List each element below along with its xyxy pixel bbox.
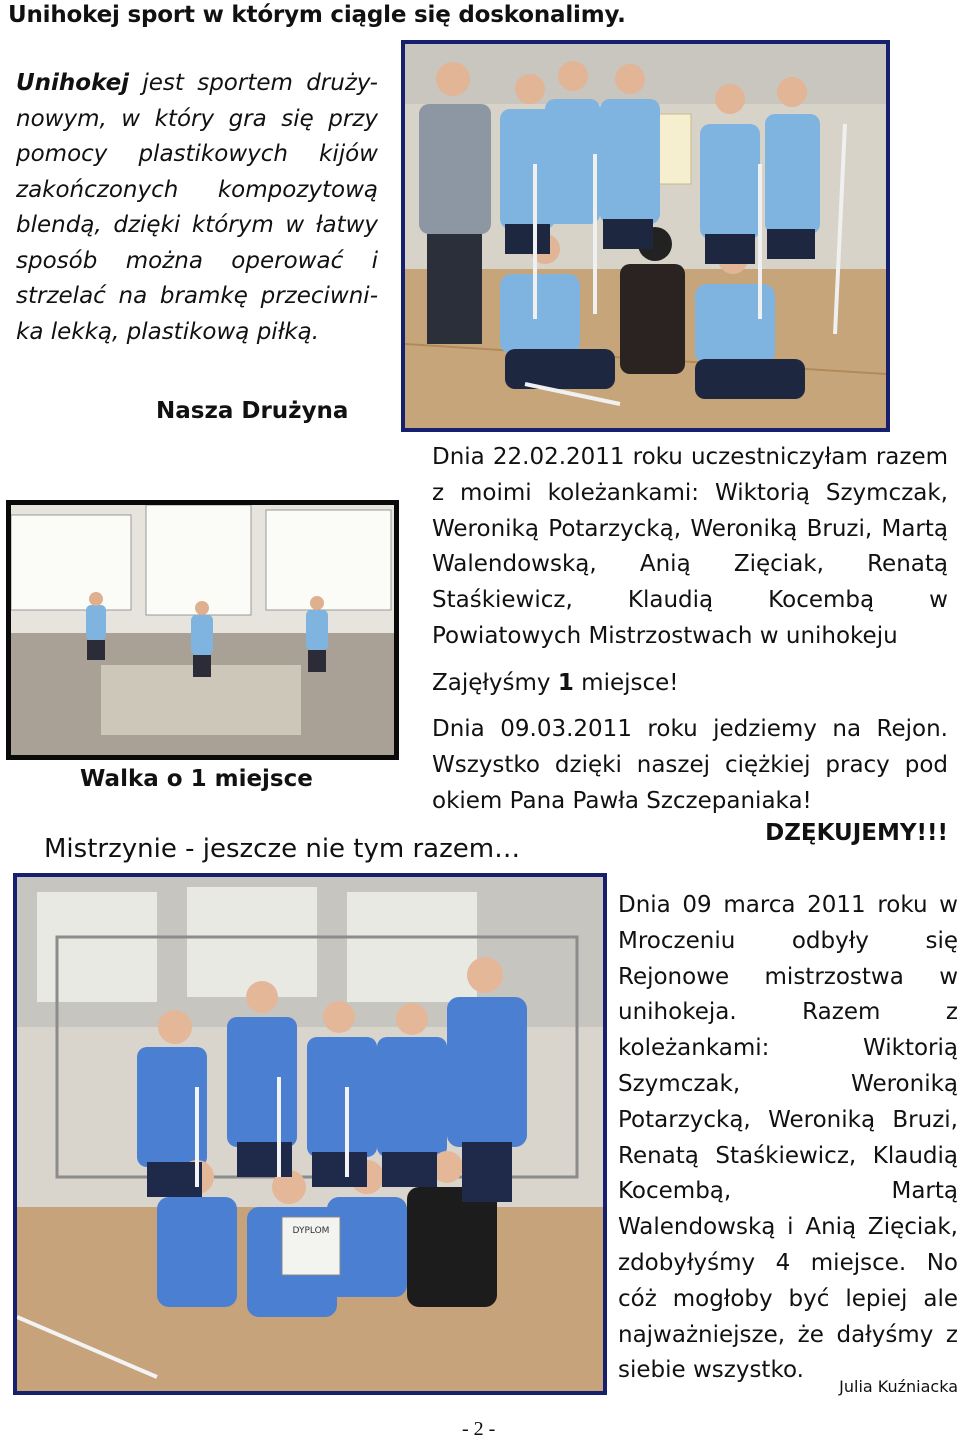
match-photo <box>6 500 399 760</box>
champions-photo <box>13 873 607 1395</box>
article1-next: Dnia 09.03.2011 roku jedziemy na Rejon. Wszystko dzięki naszej ciężkiej pracy pod okiem Pana Pawła Szczepaniaka! <box>432 716 948 814</box>
author: Julia Kuźniacka <box>839 1377 958 1396</box>
diploma-text: DYPLOM <box>292 1226 330 1236</box>
result-pre: Zajęłyśmy <box>432 670 558 696</box>
caption-team: Nasza Drużyna <box>156 398 349 424</box>
page-title: Unihokej sport w którym ciągle się doskonalimy. <box>8 2 626 28</box>
result-place: 1 <box>557 670 574 696</box>
intro-paragraph <box>16 66 378 350</box>
caption-match: Walka o 1 miejsce <box>80 766 313 792</box>
article1-result <box>432 666 679 702</box>
result-post: miejsce! <box>573 670 679 696</box>
page-number: - 2 - <box>462 1418 496 1440</box>
team-photo <box>401 40 890 432</box>
article1-paragraph: Dnia 22.02.2011 roku uczestniczyłam razem z moimi koleżankami: Wiktorią Szymczak, Weroniką Potarzycką, Weroniką Bruzi, Martą Walendowską, Anią Zięciak, Renatą Staśkiewicz, Klaudią Kocembą w Powiatowych Mistrzostwach w unihokeju <box>432 444 948 649</box>
intro-lead: Unihokej <box>16 70 130 96</box>
intro-text: jest sportem druży-nowym, w który gra się przy pomocy plastikowych kijów zakończonych kompozytową blendą, dzięki którym w łatwy sposób można operować i strzelać na bramkę przeciwni-ka lekką, plastikową piłką. <box>16 70 378 345</box>
caption-champions: Mistrzynie - jeszcze nie tym razem… <box>44 834 521 864</box>
article2-paragraph: Dnia 09 marca 2011 roku w Mroczeniu odbyły się Rejonowe mistrzostwa w unihokeja. Razem z koleżankami: Wiktorią Szymczak, Weroniką Potarzycką, Weroniką Bruzi, Renatą Staśkiewicz, Klaudią Kocembą, Martą Walendowską i Anią Zięciak, zdobyłyśmy 4 miejsce. No cóż mogłoby być lepiej ale najważniejsze, że dałyśmy z siebie wszystko. <box>618 892 958 1384</box>
thanks-text: DZĘKUJEMY!!! <box>765 820 948 846</box>
